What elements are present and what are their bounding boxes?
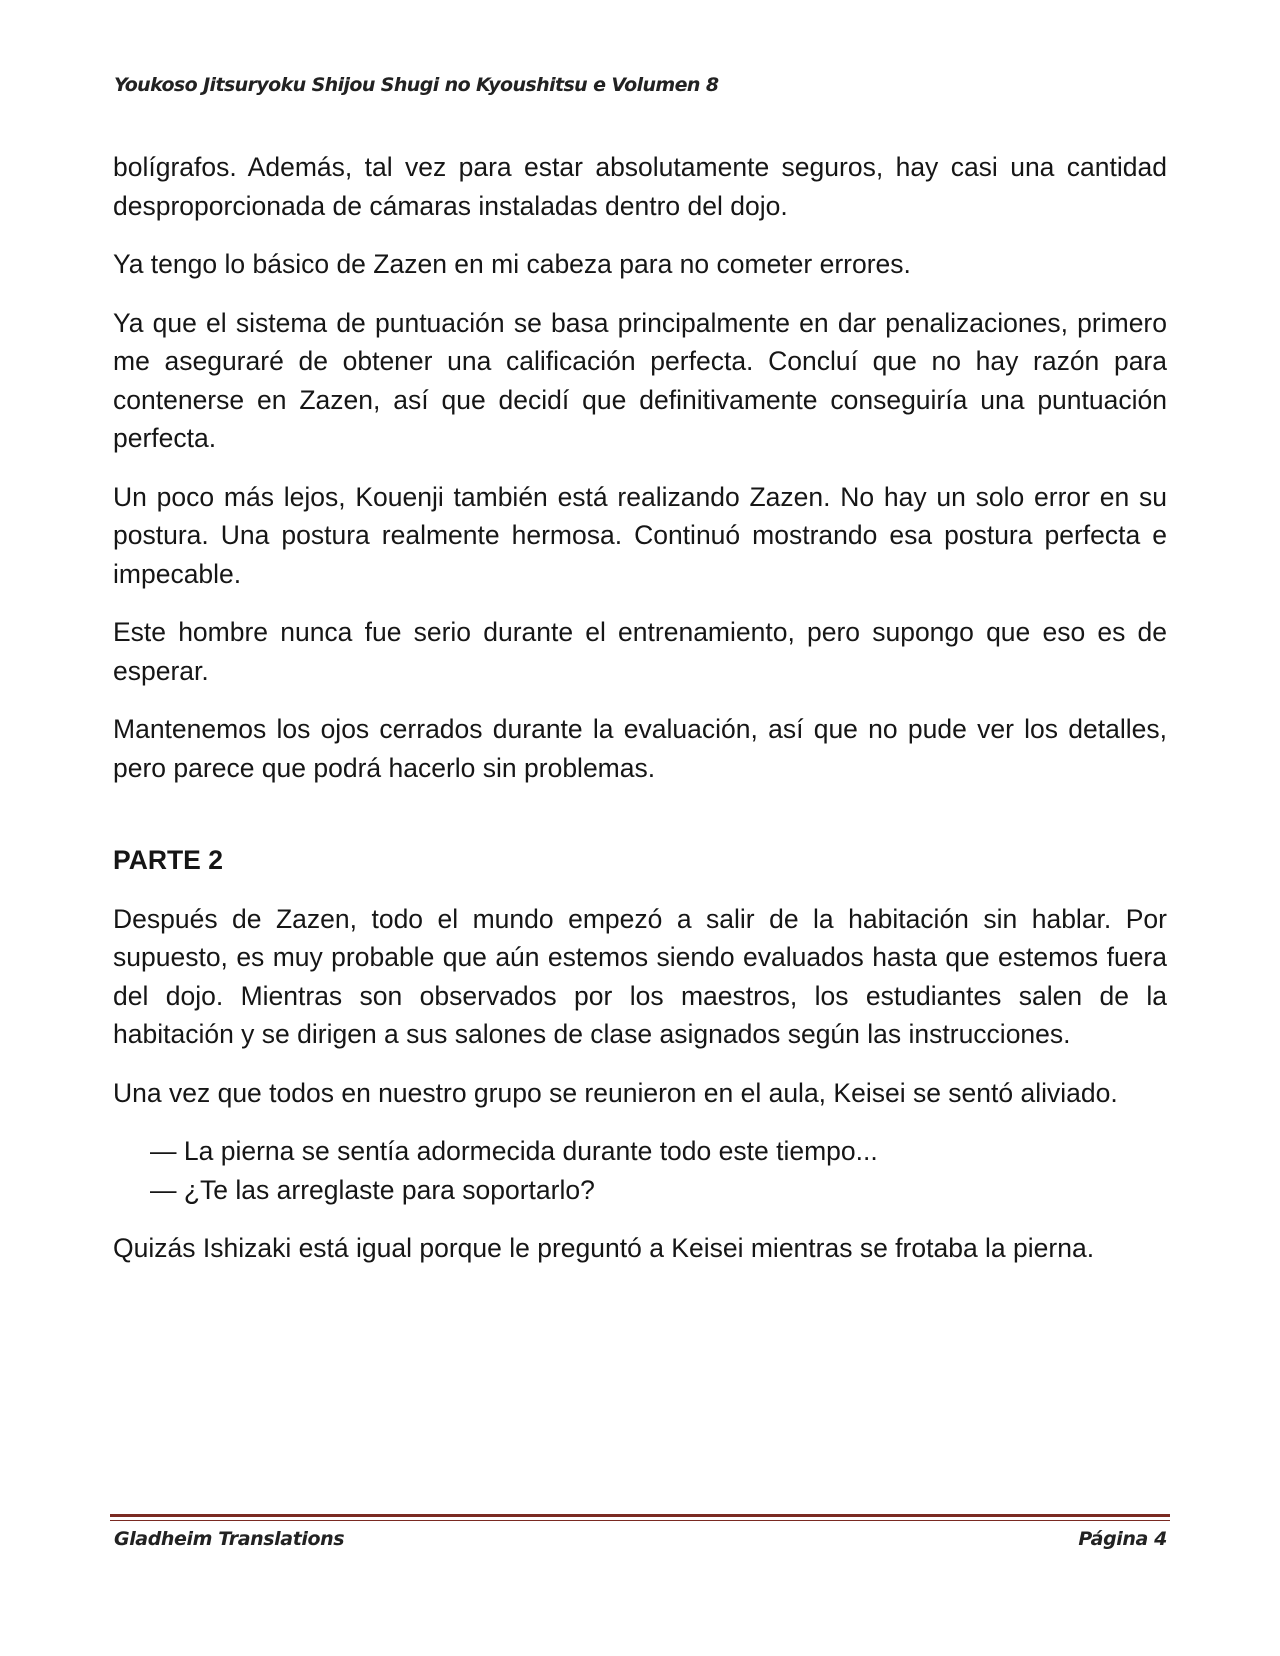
- dialogue-line: — La pierna se sentía adormecida durante todo este tiempo...: [150, 1136, 878, 1166]
- paragraph: Un poco más lejos, Kouenji también está realizando Zazen. No hay un solo error en su postura. Una postura realmente hermosa. Continuó mostrando esa postura perfecta e impecable.: [113, 481, 1167, 589]
- dialogue-line: — ¿Te las arreglaste para soportarlo?: [150, 1174, 595, 1205]
- footer-rule: [110, 1514, 1170, 1517]
- footer-rule-thin: [110, 1520, 1170, 1521]
- running-header: Youkoso Jitsuryoku Shijou Shugi no Kyoushitsu e Volumen 8: [114, 74, 719, 96]
- paragraph: Ya tengo lo básico de Zazen en mi cabeza para no cometer errores.: [113, 249, 911, 279]
- paragraph: Quizás Ishizaki está igual porque le preguntó a Keisei mientras se frotaba la pierna.: [113, 1233, 1095, 1263]
- paragraph: Una vez que todos en nuestro grupo se reunieron en el aula, Keisei se sentó aliviado.: [113, 1077, 1118, 1108]
- paragraph: Después de Zazen, todo el mundo empezó a salir de la habitación sin hablar. Por supuesto, es muy probable que aún estemos siendo evaluados hasta que estemos fuera del dojo. Mientras son observados por los maestros, los estudiantes salen de la habitación y se dirigen a sus salones de clase asignados según las instrucciones.: [113, 903, 1167, 1049]
- footer-credit: Gladheim Translations: [114, 1528, 345, 1550]
- paragraph: Mantenemos los ojos cerrados durante la evaluación, así que no pude ver los detalles, pero parece que podrá hacerlo sin problemas.: [113, 714, 1167, 783]
- paragraph: Este hombre nunca fue serio durante el entrenamiento, pero supongo que eso es de esperar.: [113, 617, 1167, 686]
- dialogue-block: [150, 1132, 1167, 1209]
- section-heading: PARTE 2: [113, 845, 223, 875]
- paragraph: bolígrafos. Además, tal vez para estar absolutamente seguros, hay casi una cantidad desproporcionada de cámaras instaladas dentro del dojo.: [113, 152, 1167, 221]
- body-text: [113, 148, 1167, 1288]
- paragraph: Ya que el sistema de puntuación se basa principalmente en dar penalizaciones, primero me aseguraré de obtener una calificación perfecta. Concluí que no hay razón para contenerse en Zazen, así que decidí que definitivamente conseguiría una puntuación perfecta.: [113, 307, 1167, 453]
- page-number: Página 4: [1078, 1528, 1167, 1550]
